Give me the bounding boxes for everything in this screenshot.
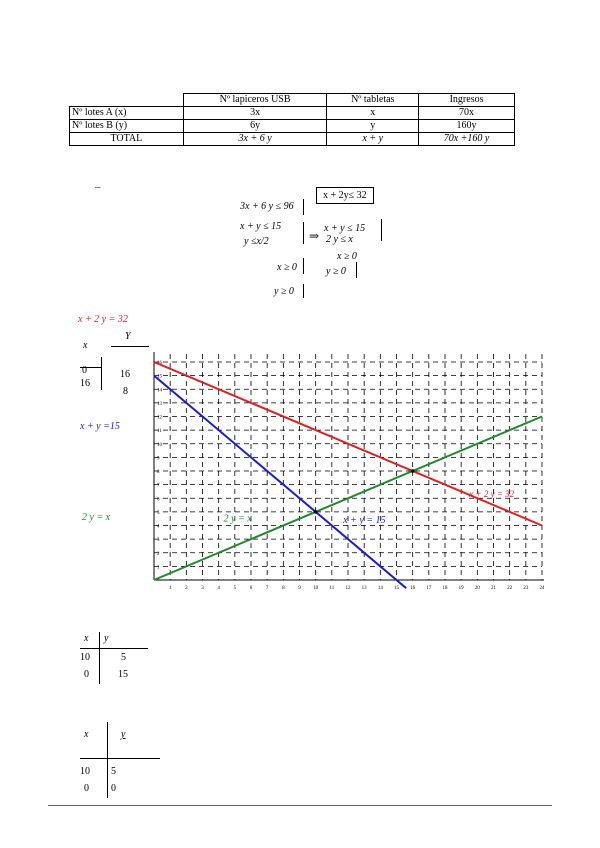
inequality-right-1: x + y ≤ 15 [324, 223, 366, 234]
inequality-4: x ≥ 0 [277, 262, 297, 273]
brace-line [303, 284, 305, 298]
table-row [70, 107, 515, 120]
x-tick-label: 8 [282, 586, 285, 591]
y-tick-label: 14 [157, 388, 162, 394]
table3-col-y: y [121, 729, 126, 740]
x-tick-label: 4 [217, 586, 220, 591]
inequality-5: y ≥ 0 [274, 286, 294, 297]
x-tick-label: 5 [233, 586, 237, 591]
table2-cell: 0 [84, 669, 89, 680]
table-cell: Nº lotes A (x) [70, 107, 184, 120]
inequality-1: 3x + 6 y ≤ 96 [240, 201, 294, 212]
x-tick-label: 14 [377, 586, 383, 591]
line1-cell: 8 [123, 386, 128, 397]
table-cell: Nº lotes B (y) [70, 120, 184, 133]
brace-line [303, 199, 305, 215]
table-rule [107, 722, 108, 798]
x-tick-label: 7 [265, 586, 269, 591]
table-cell: 70x +160 y [419, 133, 515, 146]
table3-cell: 0 [111, 783, 116, 794]
x-tick-label: 17 [426, 586, 432, 591]
x-tick-label: 1 [168, 586, 172, 591]
inequality-2: x + y ≤ 15 [240, 221, 282, 232]
table3-cell: 0 [84, 783, 89, 794]
table2-cell: 15 [118, 669, 128, 680]
table-rule [80, 648, 148, 649]
line1-col-x: x [83, 340, 88, 351]
line3-equation: 2 y = x [82, 512, 111, 523]
x-tick-label: 9 [298, 586, 301, 591]
table-header-tablets: Nº tabletas [327, 94, 419, 107]
table-header-income: Ingresos [419, 94, 515, 107]
line1-cell: 16 [80, 378, 90, 389]
table-cell: 70x [419, 107, 515, 120]
brace-line [303, 258, 305, 274]
x-tick-label: 23 [523, 586, 529, 591]
x-tick-label: 3 [201, 586, 204, 591]
x-tick-label: 21 [491, 586, 496, 591]
x-tick-label: 19 [458, 586, 464, 591]
x-tick-label: 24 [539, 586, 544, 591]
y-tick-label: 9 [157, 456, 160, 462]
brace-line [381, 219, 383, 241]
y-tick-label: 10 [157, 442, 162, 448]
y-tick-label: 11 [157, 429, 162, 435]
table3-cell: 5 [111, 766, 116, 777]
implies-arrow: ⇒ [309, 229, 320, 243]
x-tick-label: 2 [185, 586, 188, 591]
graph-label-blue: x + y = 15 [343, 514, 386, 526]
y-tick-label: 5 [157, 510, 160, 516]
y-tick-label: 12 [157, 415, 162, 421]
y-tick-label: 15 [157, 374, 162, 380]
y-tick-label: 6 [157, 497, 160, 503]
table2-cell: 5 [121, 652, 126, 663]
graph-label-green: 2 y = x [223, 513, 252, 525]
y-tick-label: 7 [157, 483, 160, 489]
table2-col-y: y [104, 633, 109, 644]
x-tick-label: 22 [507, 586, 513, 591]
inequality-right-4: y ≥ 0 [326, 266, 346, 277]
inequality-right-3: x ≥ 0 [337, 251, 357, 262]
table-cell: 160y [419, 120, 515, 133]
y-tick-label: 3 [157, 538, 160, 544]
y-tick-label: 8 [157, 470, 160, 475]
table-cell: y [327, 120, 419, 133]
graph-ticks [157, 361, 544, 591]
intersection-point [314, 510, 318, 514]
dash-mark: – [95, 181, 101, 193]
table-cell: 3x [183, 107, 327, 120]
intersection-point [411, 469, 415, 473]
lots-table [69, 93, 515, 146]
feasible-region-graph [152, 352, 544, 592]
table-rule [101, 357, 102, 390]
table-cell: 6y [183, 120, 327, 133]
table3-col-x: x [84, 729, 89, 740]
x-tick-label: 13 [361, 586, 367, 591]
brace-line [303, 222, 305, 244]
line1-col-y: Y [125, 331, 131, 342]
brace-line [356, 262, 358, 278]
table-rule [80, 758, 160, 759]
y-tick-label: 1 [157, 565, 160, 571]
footer-rule [48, 805, 552, 806]
table-header-usb: Nº lapiceros USB [183, 94, 327, 107]
line1-equation: x + 2 y = 32 [78, 314, 128, 325]
x-tick-label: 20 [474, 586, 480, 591]
y-tick-label: 13 [157, 401, 162, 407]
inequality-3: y ≤x/2 [244, 236, 269, 247]
table3-cell: 10 [80, 766, 90, 777]
table-cell: x [327, 107, 419, 120]
table-cell: TOTAL [70, 133, 184, 146]
table-cell: x + y [327, 133, 419, 146]
x-tick-label: 18 [442, 586, 448, 591]
table2-cell: 10 [80, 652, 90, 663]
x-tick-label: 6 [249, 586, 253, 591]
table-row [70, 120, 515, 133]
table-rule [111, 346, 149, 347]
y-tick-label: 16 [157, 361, 162, 366]
graph-label-red: x + 2 y = 32 [469, 488, 515, 499]
x-tick-label: 16 [410, 586, 416, 591]
line1-cell: 16 [120, 369, 130, 380]
y-tick-label: 2 [157, 551, 160, 557]
y-tick-label: 4 [157, 524, 160, 530]
table-rule [99, 632, 100, 684]
x-tick-label: 12 [345, 586, 351, 591]
series-line [154, 376, 397, 580]
x-tick-label: 15 [394, 586, 399, 591]
table-cell: 3x + 6 y [183, 133, 327, 146]
boxed-inequality: x + 2y≤ 32 [316, 187, 374, 204]
table-header-empty [70, 94, 184, 107]
x-tick-label: 10 [313, 586, 319, 591]
line1-cell: 0 [82, 365, 87, 376]
table2-col-x: x [84, 633, 89, 644]
table-header-row [70, 94, 515, 107]
inequality-right-2: 2 y ≤ x [326, 234, 353, 245]
line2-equation: x + y =15 [80, 421, 120, 432]
x-tick-label: 11 [329, 586, 335, 591]
table-row [70, 133, 515, 146]
